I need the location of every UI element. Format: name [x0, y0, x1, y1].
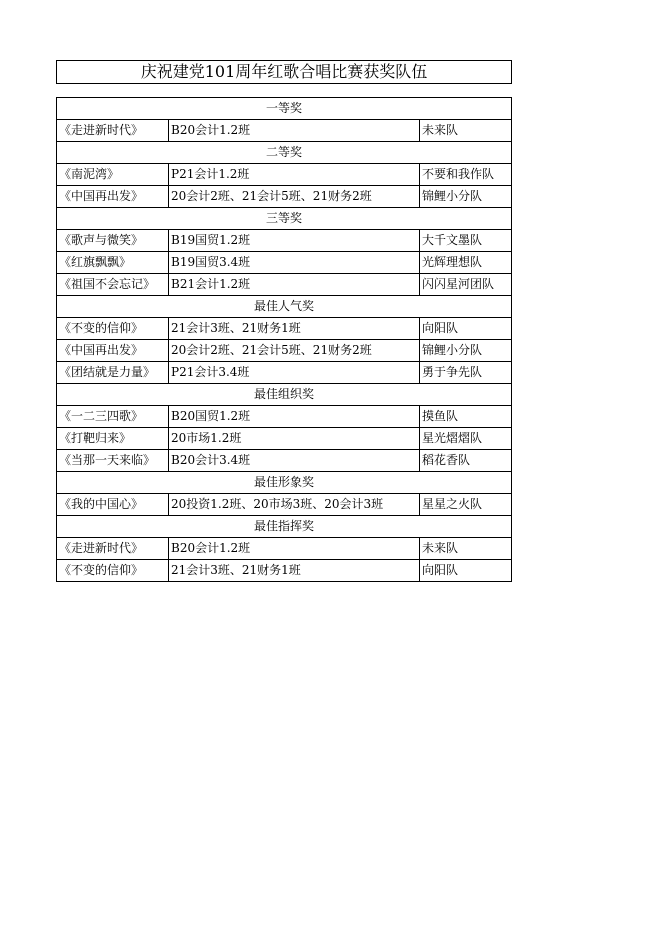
class-cell: B21会计1.2班: [169, 274, 420, 296]
table-row: [57, 406, 512, 428]
team-cell: 不要和我作队: [420, 164, 512, 186]
award-category: 一等奖: [57, 98, 512, 120]
table-row: [57, 450, 512, 472]
table-row: [57, 274, 512, 296]
table-row: [57, 428, 512, 450]
page-title: 庆祝建党101周年红歌合唱比赛获奖队伍: [56, 60, 512, 84]
song-cell: 《中国再出发》: [57, 186, 169, 208]
award-category: 最佳形象奖: [57, 472, 512, 494]
award-category: 二等奖: [57, 142, 512, 164]
team-cell: 锦鲤小分队: [420, 186, 512, 208]
class-cell: B19国贸3.4班: [169, 252, 420, 274]
song-cell: 《团结就是力量》: [57, 362, 169, 384]
team-cell: 未来队: [420, 120, 512, 142]
class-cell: 21会计3班、21财务1班: [169, 560, 420, 582]
table-row: [57, 362, 512, 384]
team-cell: 锦鲤小分队: [420, 340, 512, 362]
class-cell: B19国贸1.2班: [169, 230, 420, 252]
class-cell: 20会计2班、21会计5班、21财务2班: [169, 340, 420, 362]
team-cell: 星光熠熠队: [420, 428, 512, 450]
team-cell: 稻花香队: [420, 450, 512, 472]
award-category: 最佳人气奖: [57, 296, 512, 318]
award-category: 最佳组织奖: [57, 384, 512, 406]
award-table-body: [57, 98, 512, 582]
team-cell: 大千文墨队: [420, 230, 512, 252]
song-cell: 《当那一天来临》: [57, 450, 169, 472]
class-cell: 20投资1.2班、20市场3班、20会计3班: [169, 494, 420, 516]
song-cell: 《走进新时代》: [57, 120, 169, 142]
award-category: 最佳指挥奖: [57, 516, 512, 538]
category-row: [57, 384, 512, 406]
song-cell: 《我的中国心》: [57, 494, 169, 516]
award-category: 三等奖: [57, 208, 512, 230]
team-cell: 闪闪星河团队: [420, 274, 512, 296]
table-row: [57, 164, 512, 186]
table-row: [57, 560, 512, 582]
class-cell: 21会计3班、21财务1班: [169, 318, 420, 340]
table-row: [57, 318, 512, 340]
class-cell: P21会计3.4班: [169, 362, 420, 384]
song-cell: 《走进新时代》: [57, 538, 169, 560]
table-row: [57, 120, 512, 142]
class-cell: B20会计1.2班: [169, 120, 420, 142]
class-cell: 20市场1.2班: [169, 428, 420, 450]
song-cell: 《一二三四歌》: [57, 406, 169, 428]
table-row: [57, 538, 512, 560]
category-row: [57, 516, 512, 538]
team-cell: 勇于争先队: [420, 362, 512, 384]
award-table: [56, 97, 512, 582]
table-row: [57, 252, 512, 274]
class-cell: B20国贸1.2班: [169, 406, 420, 428]
category-row: [57, 296, 512, 318]
class-cell: 20会计2班、21会计5班、21财务2班: [169, 186, 420, 208]
class-cell: B20会计3.4班: [169, 450, 420, 472]
class-cell: B20会计1.2班: [169, 538, 420, 560]
category-row: [57, 472, 512, 494]
team-cell: 星星之火队: [420, 494, 512, 516]
category-row: [57, 142, 512, 164]
song-cell: 《南泥湾》: [57, 164, 169, 186]
table-row: [57, 230, 512, 252]
table-row: [57, 494, 512, 516]
category-row: [57, 208, 512, 230]
song-cell: 《不变的信仰》: [57, 318, 169, 340]
class-cell: P21会计1.2班: [169, 164, 420, 186]
song-cell: 《祖国不会忘记》: [57, 274, 169, 296]
team-cell: 向阳队: [420, 318, 512, 340]
team-cell: 向阳队: [420, 560, 512, 582]
table-row: [57, 340, 512, 362]
song-cell: 《打靶归来》: [57, 428, 169, 450]
song-cell: 《歌声与微笑》: [57, 230, 169, 252]
table-row: [57, 186, 512, 208]
song-cell: 《不变的信仰》: [57, 560, 169, 582]
song-cell: 《红旗飘飘》: [57, 252, 169, 274]
team-cell: 未来队: [420, 538, 512, 560]
category-row: [57, 98, 512, 120]
team-cell: 光辉理想队: [420, 252, 512, 274]
team-cell: 摸鱼队: [420, 406, 512, 428]
song-cell: 《中国再出发》: [57, 340, 169, 362]
